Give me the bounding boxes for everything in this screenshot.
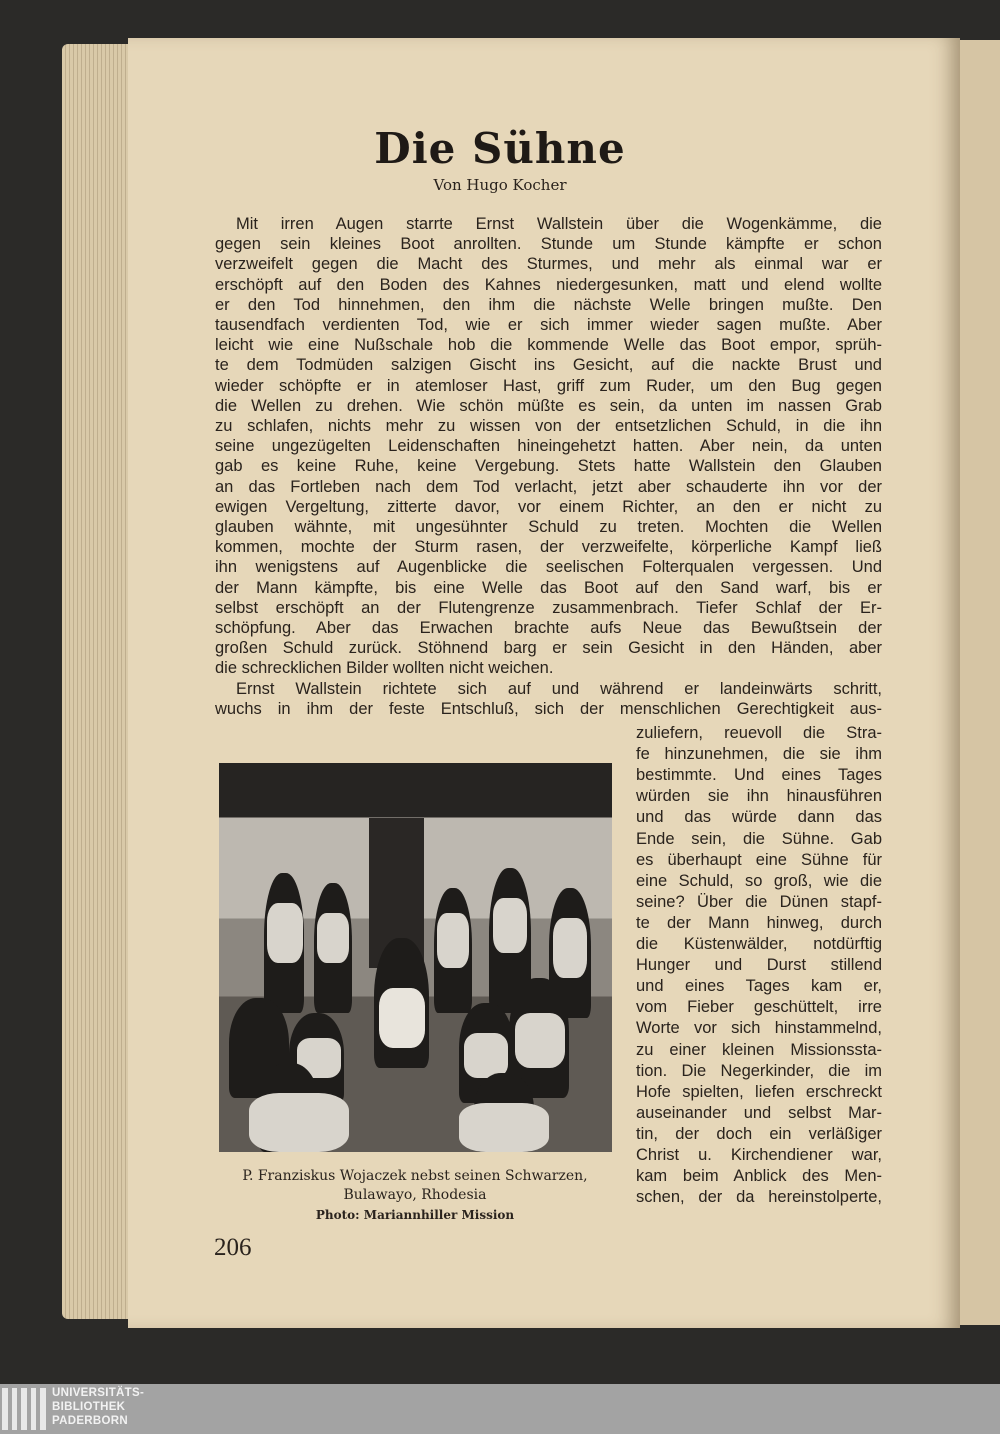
text-line: selbst erschöpft an der Flutengrenze zusammenbrach. Tiefer Schlaf der Er- [215,598,882,617]
text-line: würden sie ihn hinausführen [636,787,882,806]
text-line: tausendfach verdienten Tod, wie er sich immer wieder sagen mußte. Aber [215,316,882,334]
text-line: wieder schöpfte er in atemloser Hast, griff zum Ruder, um den Bug gegen [215,376,882,395]
photo-caption-location: Bulawayo, Rhodesia [343,1187,487,1203]
article-title: Die Sühne [374,124,626,173]
text-line: zuliefern, reuevoll die Stra- [636,724,882,742]
text-line: ihn wenigstens auf Augenblicke die seelischen Folterqualen vergessen. Und [215,558,882,577]
text-line: Hofe spielten, liefen erschreckt [636,1082,882,1101]
text-line: fe hinzunehmen, die sie ihm [636,745,882,764]
text-line: großen Schuld zurück. Stöhnend barg er sein Gesicht in den Händen, aber [215,639,882,658]
text-line: und das würde dann das [636,808,882,827]
text-line: tin, der doch ein verläßiger [636,1124,882,1143]
library-footer [0,1384,1000,1434]
text-line: gegen sein kleines Boot anrollten. Stunde um Stunde kämpfte er schon [215,235,882,254]
text-line: an das Fortleben nach dem Tod verlacht, jetzt aber schauderte ihn vor der [215,477,882,496]
text-line: leicht wie eine Nußschale hob die kommende Welle das Boot empor, sprüh- [215,336,882,355]
text-line: der Mann kämpfte, bis eine Welle das Boot auf den Sand warf, bis er [215,578,882,597]
text-line: die schrecklichen Bilder wollten nicht weichen. [215,659,554,678]
library-logo-icon [2,1388,46,1432]
photo-caption: P. Franziskus Wojaczek nebst seinen Schwarzen, [242,1168,588,1184]
text-line: er den Tod hinnehmen, den ihm die nächste Welle bringen mußte. Den [215,295,882,314]
text-line: schen, der da hereinstolperte, [636,1188,882,1207]
text-line: die Wellen zu drehen. Wie schön müßte es sein, da unten im nassen Grab [215,396,882,415]
text-line: te der Mann hinweg, durch [636,913,882,932]
logo-line: BIBLIOTHEK [52,1401,126,1413]
mission-group-photo [219,763,612,1152]
text-line: erschöpft auf den Boden des Kahnes niedergesunken, matt und elend wollte [215,275,882,294]
page-number: 206 [214,1234,252,1261]
text-line: eine Schuld, so groß, wie die [636,871,882,890]
text-line: Hunger und Durst stillend [636,956,882,975]
library-logo-text [52,1386,144,1428]
text-line: schöpfung. Aber das Erwachen brachte aufs Neue das Bewußtsein der [215,619,882,637]
article-byline: Von Hugo Kocher [433,176,567,194]
logo-line: UNIVERSITÄTS- [52,1387,145,1399]
text-line: tion. Die Negerkinder, die im [636,1061,882,1080]
text-line: wuchs in ihm der feste Entschluß, sich der menschlichen Gerechtigkeit aus- [215,699,882,718]
text-line: gab es keine Ruhe, keine Vergebung. Stets hatte Wallstein den Glauben [215,457,882,476]
text-line: seine ungezügelten Leidenschaften hineingehetzt hatten. Aber nein, da unten [215,437,882,456]
text-line: Worte vor sich hinstammelnd, [636,1019,882,1038]
photo-credit: Photo: Mariannhiller Mission [315,1208,515,1222]
text-line: Christ u. Kirchendiener war, [636,1146,882,1164]
text-line: ewigen Vergeltung, zitterte davor, vor einem Richter, an den er nicht zu [215,497,882,516]
facing-page-edge [958,40,1000,1325]
text-line: die Küstenwälder, notdürftig [636,935,882,953]
text-line: kommen, mochte der Sturm rasen, der verzweifelte, körperliche Kampf ließ [215,538,882,557]
text-line: zu einer kleinen Missionssta- [636,1040,882,1059]
text-line: te dem Todmüden salzigen Gischt ins Gesicht, auf die nackte Brust und [215,356,882,375]
text-line: auseinander und selbst Mar- [636,1103,882,1122]
text-line: seine? Über die Dünen stapf- [636,892,882,911]
text-line: vom Fieber geschüttelt, irre [636,998,882,1017]
text-line: und eines Tages kam er, [636,977,882,996]
text-line: zu schlafen, nichts mehr zu wissen von der entsetzlichen Schuld, in die ihn [215,417,882,435]
text-line: bestimmte. Und eines Tages [636,766,882,785]
text-line: verzweifelt gegen die Macht des Sturmes, und mehr als einmal war er [215,255,882,274]
text-line: Ende sein, die Sühne. Gab [636,829,882,848]
text-line: es überhaupt eine Sühne für [636,850,882,869]
text-line: Ernst Wallstein richtete sich auf und während er landeinwärts schritt, [236,679,882,698]
logo-line: PADERBORN [52,1415,128,1427]
text-line: glauben wähnte, mit ungesühnter Schuld zu treten. Mochten die Wellen [215,518,882,536]
text-line: kam beim Anblick des Men- [636,1167,882,1186]
text-line: Mit irren Augen starrte Ernst Wallstein über die Wogenkämme, die [236,215,882,233]
